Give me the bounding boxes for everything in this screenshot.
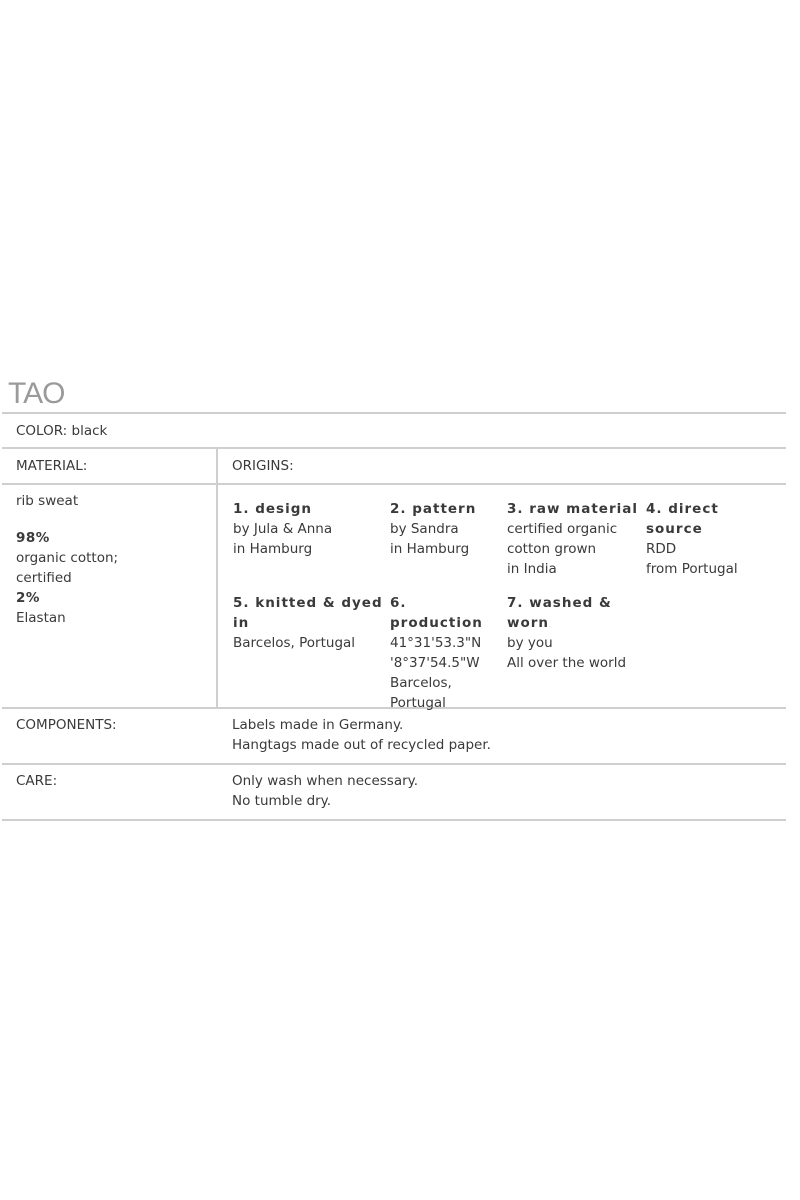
origin-step-line: All over the world — [507, 655, 627, 671]
origin-step-heading: worn — [507, 615, 550, 631]
origin-step-heading: 7. washed & — [507, 595, 612, 611]
origin-step-heading: 4. direct — [646, 501, 719, 517]
product-title: TAO — [8, 377, 65, 410]
origin-step-heading: 2. pattern — [390, 501, 477, 517]
fiber-description: Elastan — [16, 610, 66, 626]
origin-step-line: certified organic — [507, 521, 618, 537]
origin-step-heading: 6. production — [390, 595, 483, 631]
origin-step-line: from Portugal — [646, 561, 738, 577]
origin-step-design — [233, 499, 373, 559]
origin-step-line: cotton grown — [507, 541, 597, 557]
origin-step-heading: source — [646, 521, 703, 537]
column-divider — [216, 449, 218, 483]
fiber-percentage: 2% — [16, 590, 40, 606]
product-info-sheet — [2, 372, 786, 821]
care-line: No tumble dry. — [232, 793, 332, 809]
fiber-percentage: 98% — [16, 530, 50, 546]
components-details — [232, 715, 491, 755]
material-origins-header-row — [2, 449, 786, 483]
origin-step-line: Portugal — [390, 695, 446, 711]
care-row — [2, 765, 786, 819]
origin-step-line: in India — [507, 561, 557, 577]
origin-step-line: Barcelos, — [390, 675, 452, 691]
column-divider — [216, 485, 218, 707]
fabric-type: rib sweat — [16, 493, 79, 509]
origin-step-heading: in — [233, 615, 250, 631]
origins-header: ORIGINS: — [232, 458, 294, 474]
origin-step-line: by Sandra — [390, 521, 459, 537]
care-line: Only wash when necessary. — [232, 773, 418, 789]
components-line: Labels made in Germany. — [232, 717, 404, 733]
origin-step-line: by you — [507, 635, 553, 651]
fiber-description: certified — [16, 570, 72, 586]
origin-step-production — [390, 593, 505, 713]
origin-step-line: in Hamburg — [390, 541, 470, 557]
origin-step-heading: 3. raw material — [507, 501, 638, 517]
origin-step-line: '8°37'54.5"W — [390, 655, 480, 671]
origin-step-heading: 5. knitted & dyed — [233, 595, 383, 611]
components-row — [2, 709, 786, 763]
components-line: Hangtags made out of recycled paper. — [232, 737, 491, 753]
origin-step-direct-source — [646, 499, 786, 579]
origin-step-line: Barcelos, Portugal — [233, 635, 356, 651]
material-details — [16, 491, 206, 628]
fiber-description: organic cotton; — [16, 550, 119, 566]
origin-step-line: by Jula & Anna — [233, 521, 333, 537]
divider — [2, 819, 786, 821]
material-header: MATERIAL: — [16, 458, 88, 474]
components-header: COMPONENTS: — [16, 717, 117, 733]
origin-step-heading: 1. design — [233, 501, 312, 517]
origin-step-raw-material — [507, 499, 647, 579]
origin-step-line: RDD — [646, 541, 677, 557]
origin-step-line: 41°31'53.3"N — [390, 635, 482, 651]
color-row — [2, 414, 786, 447]
material-origins-body-row — [2, 485, 786, 711]
care-header: CARE: — [16, 773, 58, 789]
origin-step-line: in Hamburg — [233, 541, 313, 557]
color-label: COLOR: black — [16, 423, 108, 439]
origin-step-knitted-dyed — [233, 593, 383, 653]
care-details — [232, 771, 418, 811]
origin-step-washed-worn — [507, 593, 637, 673]
